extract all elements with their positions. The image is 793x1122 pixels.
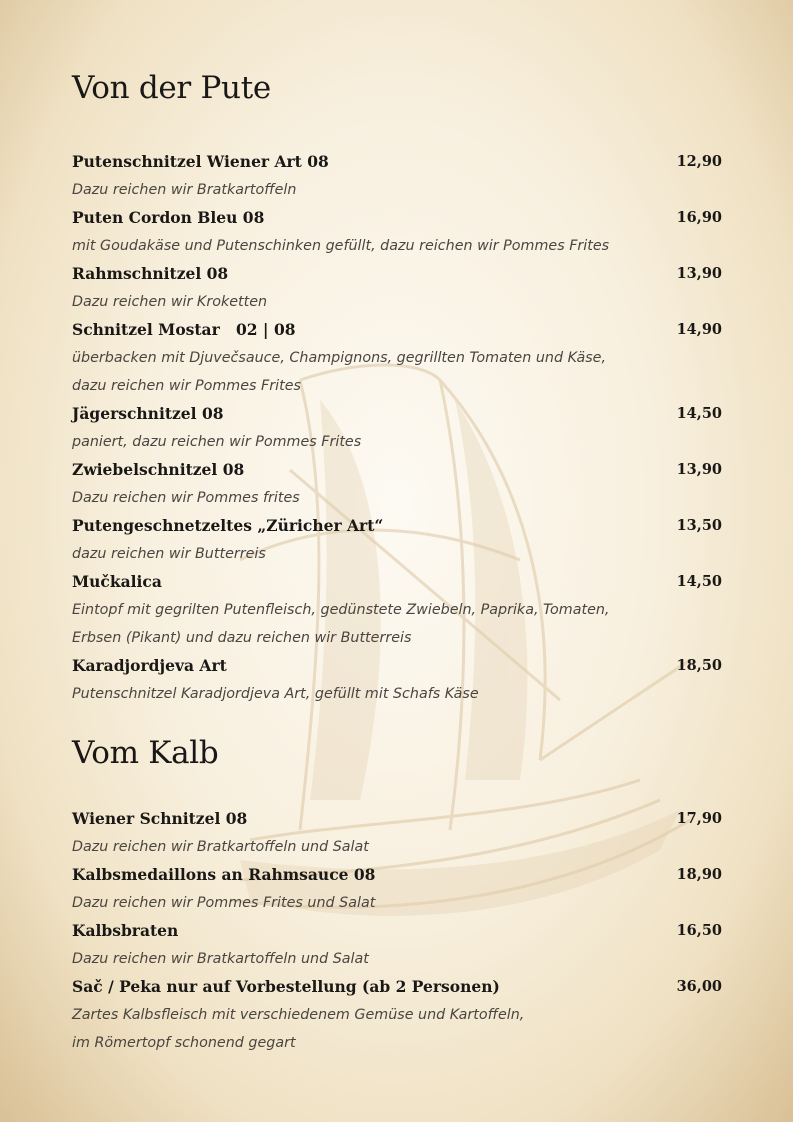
item-price: 14,50 (676, 405, 722, 422)
item-description: dazu reichen wir Butterreis (72, 546, 266, 562)
item-name: Putengeschnetzeltes „Züricher Art“ (72, 516, 384, 535)
item-description: mit Goudakäse und Putenschinken gefüllt, dazu reichen wir Pommes Frites (72, 238, 610, 254)
item-description: paniert, dazu reichen wir Pommes Frites (72, 434, 362, 450)
menu-item-row (72, 148, 722, 176)
menu-item-row (72, 260, 722, 288)
menu-item-row (72, 456, 722, 484)
item-description: Dazu reichen wir Pommes frites (72, 490, 300, 506)
menu-item-row (72, 917, 722, 945)
section-title: Vom Kalb (72, 735, 219, 771)
section-pute (72, 68, 722, 702)
item-name: Rahmschnitzel 08 (72, 264, 229, 283)
item-price: 13,90 (676, 265, 722, 282)
item-name: Mučkalica (72, 572, 162, 591)
item-description: Dazu reichen wir Bratkartoffeln und Salat (72, 951, 369, 967)
item-list (72, 148, 722, 708)
item-description: Dazu reichen wir Bratkartoffeln (72, 182, 297, 198)
item-name: Karadjordjeva Art (72, 656, 227, 675)
item-description: Dazu reichen wir Pommes Frites und Salat (72, 895, 376, 911)
menu-item-row (72, 512, 722, 540)
item-name: Sač / Peka nur auf Vorbestellung (ab 2 Personen) (72, 977, 500, 996)
item-description: überbacken mit Djuvečsauce, Champignons, gegrillten Tomaten und Käse, (72, 350, 606, 366)
item-price: 36,00 (676, 978, 722, 995)
section-title: Von der Pute (72, 70, 271, 106)
item-description: Erbsen (Pikant) und dazu reichen wir Butterreis (72, 630, 412, 646)
item-name: Jägerschnitzel 08 (72, 404, 224, 423)
item-description: im Römertopf schonend gegart (72, 1035, 296, 1051)
item-description: Putenschnitzel Karadjordjeva Art, gefüllt mit Schafs Käse (72, 686, 479, 702)
menu-item-row (72, 652, 722, 680)
item-name: Kalbsmedaillons an Rahmsauce 08 (72, 865, 376, 884)
item-description: Zartes Kalbsfleisch mit verschiedenem Gemüse und Kartoffeln, (72, 1007, 525, 1023)
menu-item-row (72, 805, 722, 833)
section-kalb (72, 733, 722, 1051)
item-name: Wiener Schnitzel 08 (72, 809, 248, 828)
item-price: 18,90 (676, 866, 722, 883)
menu-item-row (72, 316, 722, 344)
item-price: 18,50 (676, 657, 722, 674)
item-price: 13,50 (676, 517, 722, 534)
item-name: Schnitzel Mostar 02 | 08 (72, 320, 296, 339)
item-description: Dazu reichen wir Kroketten (72, 294, 268, 310)
item-name: Kalbsbraten (72, 921, 179, 940)
item-price: 16,50 (676, 922, 722, 939)
item-price: 14,50 (676, 573, 722, 590)
item-description: Dazu reichen wir Bratkartoffeln und Salat (72, 839, 369, 855)
item-description: dazu reichen wir Pommes Frites (72, 378, 301, 394)
item-name: Zwiebelschnitzel 08 (72, 460, 245, 479)
item-price: 12,90 (676, 153, 722, 170)
menu-item-row (72, 400, 722, 428)
item-name: Putenschnitzel Wiener Art 08 (72, 152, 329, 171)
item-price: 17,90 (676, 810, 722, 827)
menu-item-row (72, 973, 722, 1001)
menu-item-row (72, 568, 722, 596)
item-name: Puten Cordon Bleu 08 (72, 208, 265, 227)
item-price: 14,90 (676, 321, 722, 338)
menu-item-row (72, 861, 722, 889)
menu-item-row (72, 204, 722, 232)
item-price: 13,90 (676, 461, 722, 478)
item-description: Eintopf mit gegrilten Putenfleisch, gedünstete Zwiebeln, Paprika, Tomaten, (72, 602, 610, 618)
item-price: 16,90 (676, 209, 722, 226)
item-list (72, 805, 722, 1057)
